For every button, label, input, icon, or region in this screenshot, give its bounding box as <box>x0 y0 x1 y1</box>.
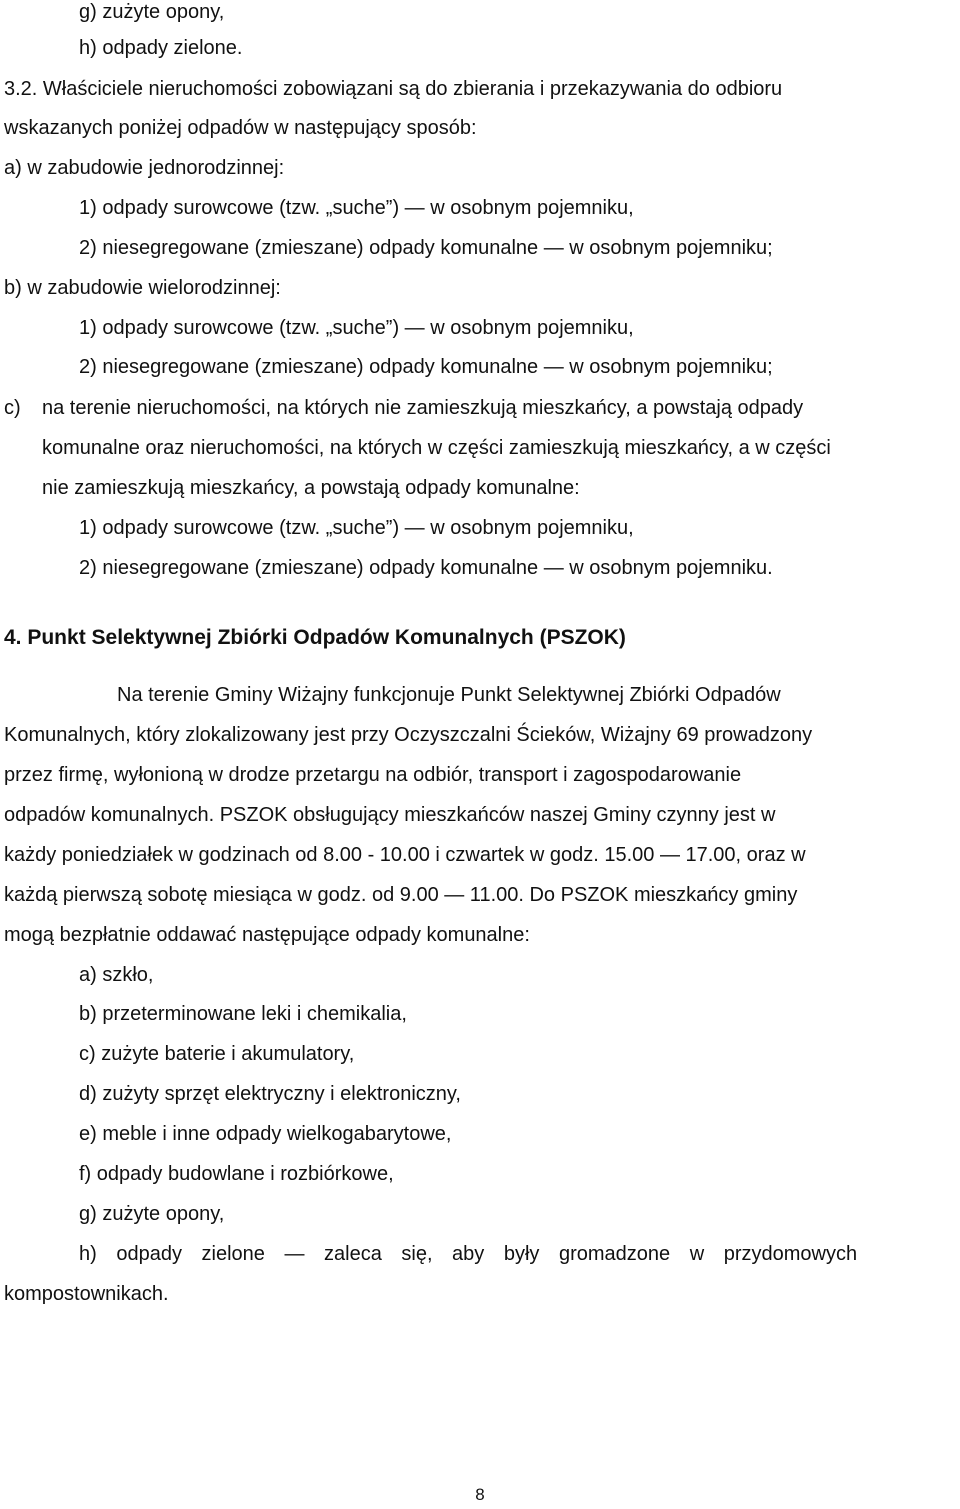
pszok-paragraph-line-6: każdą pierwszą sobotę miesiąca w godz. od 9.00 — 11.00. Do PSZOK mieszkańcy gminy <box>4 884 798 906</box>
subsection-b-item-1: 1) odpady surowcowe (tzw. „suche”) — w osobnym pojemniku, <box>79 317 634 339</box>
pszok-paragraph-line-5: każdy poniedziałek w godzinach od 8.00 - 10.00 i czwartek w godz. 15.00 — 17.00, oraz w <box>4 844 806 866</box>
pszok-item-h-line-2: kompostownikach. <box>4 1283 169 1305</box>
pszok-item-h-line-1: h) odpady zielone — zaleca się, aby były gromadzone w przydomowych <box>79 1243 858 1265</box>
pszok-item-f: f) odpady budowlane i rozbiórkowe, <box>79 1163 394 1185</box>
paragraph-3-2-line-2: wskazanych poniżej odpadów w następujący sposób: <box>4 117 477 139</box>
pszok-item-d: d) zużyty sprzęt elektryczny i elektroniczny, <box>79 1083 461 1105</box>
section-4-heading: 4. Punkt Selektywnej Zbiórki Odpadów Komunalnych (PSZOK) <box>4 626 626 649</box>
subsection-c-line-1: na terenie nieruchomości, na których nie zamieszkują mieszkańcy, a powstają odpady <box>42 397 804 419</box>
pszok-item-a: a) szkło, <box>79 964 154 986</box>
pszok-paragraph-line-3: przez firmę, wyłonioną w drodze przetargu na odbiór, transport i zagospodarowanie <box>4 764 742 786</box>
subsection-b-label: b) w zabudowie wielorodzinnej: <box>4 277 281 299</box>
paragraph-3-2-line-1: 3.2. Właściciele nieruchomości zobowiązani są do zbierania i przekazywania do odbioru <box>4 78 783 100</box>
pszok-paragraph-line-2: Komunalnych, który zlokalizowany jest przy Oczyszczalni Ścieków, Wiżajny 69 prowadzony <box>4 724 813 746</box>
subsection-a-label: a) w zabudowie jednorodzinnej: <box>4 157 285 179</box>
subsection-c-line-3: nie zamieszkują mieszkańcy, a powstają odpady komunalne: <box>42 477 580 499</box>
subsection-a-item-1: 1) odpady surowcowe (tzw. „suche”) — w osobnym pojemniku, <box>79 197 634 219</box>
subsection-c-item-1: 1) odpady surowcowe (tzw. „suche”) — w osobnym pojemniku, <box>79 517 634 539</box>
pszok-item-c: c) zużyte baterie i akumulatory, <box>79 1043 355 1065</box>
page-number: 8 <box>475 1485 485 1504</box>
list-item-g-top: g) zużyte opony, <box>79 1 225 23</box>
subsection-a-item-2: 2) niesegregowane (zmieszane) odpady komunalne — w osobnym pojemniku; <box>79 237 773 259</box>
pszok-item-b: b) przeterminowane leki i chemikalia, <box>79 1003 407 1025</box>
subsection-c-line-2: komunalne oraz nieruchomości, na których w części zamieszkują mieszkańcy, a w części <box>42 437 831 459</box>
pszok-paragraph-line-7: mogą bezpłatnie oddawać następujące odpady komunalne: <box>4 924 530 946</box>
pszok-item-e: e) meble i inne odpady wielkogabarytowe, <box>79 1123 452 1145</box>
pszok-paragraph-line-4: odpadów komunalnych. PSZOK obsługujący mieszkańców naszej Gminy czynny jest w <box>4 804 776 826</box>
list-item-h-top: h) odpady zielone. <box>79 37 243 59</box>
subsection-c-label: c) <box>4 397 21 419</box>
subsection-b-item-2: 2) niesegregowane (zmieszane) odpady komunalne — w osobnym pojemniku; <box>79 356 773 378</box>
pszok-item-g: g) zużyte opony, <box>79 1203 225 1225</box>
subsection-c-item-2: 2) niesegregowane (zmieszane) odpady komunalne — w osobnym pojemniku. <box>79 557 773 579</box>
pszok-paragraph-line-1: Na terenie Gminy Wiżajny funkcjonuje Punkt Selektywnej Zbiórki Odpadów <box>117 684 781 706</box>
